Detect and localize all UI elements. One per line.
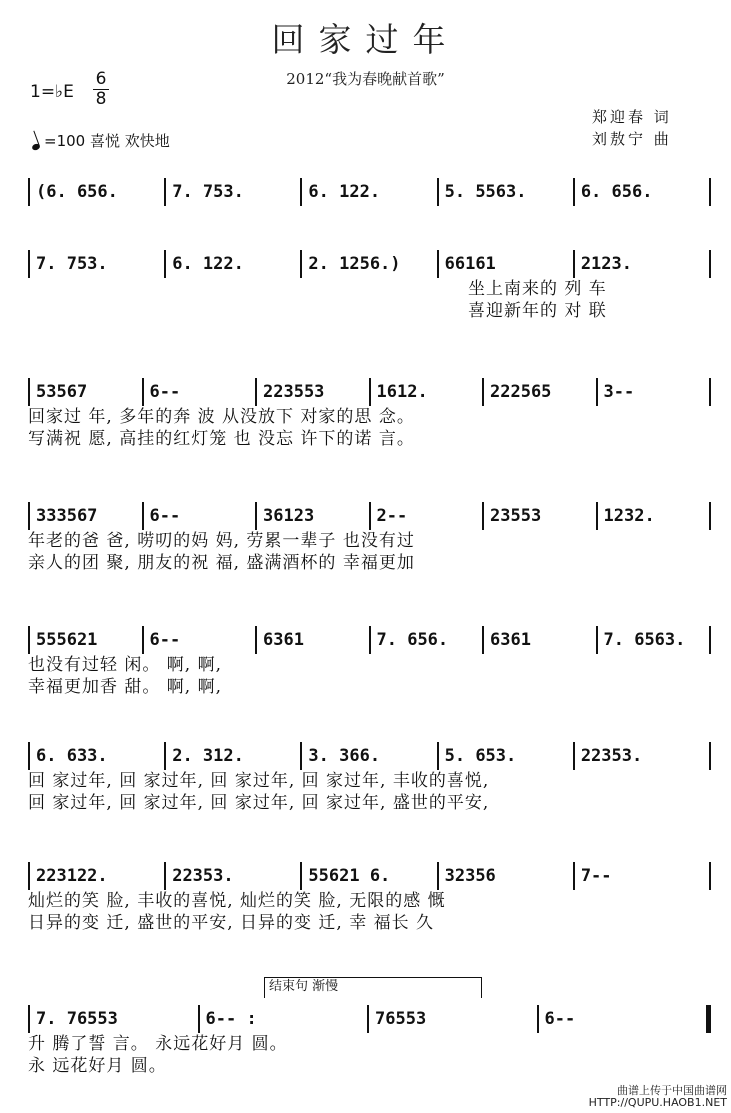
measure: 2. 312. [172, 746, 244, 766]
measure: 7-- [580, 866, 612, 886]
measure: 6-- [149, 506, 181, 526]
tempo-text: =100 喜悦 欢快地 [44, 132, 170, 150]
ending-bracket: 结束句 渐慢 [264, 977, 482, 998]
lyric-line: 年老的爸 爸, 唠叨的妈 妈, 劳累一辈子 也没有过 [28, 531, 415, 551]
measure: 555621 [36, 630, 98, 650]
composer-credit: 刘敖宁 曲 [592, 130, 672, 148]
barline [709, 862, 711, 890]
measure: 22353. [580, 746, 643, 766]
footer-line-1: 曲谱上传于中国曲谱网 [617, 1084, 727, 1097]
measure: 223553 [263, 382, 325, 402]
measure: 6-- : [205, 1009, 257, 1029]
measure: 7. 753. [36, 254, 108, 274]
footer-line-2: HTTP://QUPU.HAOB1.NET [588, 1096, 727, 1109]
meter-bottom: 8 [95, 89, 107, 109]
lyric-line: 回家过 年, 多年的奔 波 从没放下 对家的思 念。 [28, 407, 415, 427]
lyric-line: 也没有过轻 闲。 啊, 啊, [28, 655, 223, 675]
measure: 6-- [149, 630, 181, 650]
measure: 22353. [172, 866, 234, 886]
quarter-note-icon [31, 142, 41, 150]
score-system [28, 178, 711, 206]
lyric-line: 坐上南来的 列 车 [468, 279, 607, 299]
credits [592, 106, 672, 150]
measure-row [28, 742, 711, 770]
measure-row [28, 378, 711, 406]
measure: 7. 656. [376, 630, 449, 650]
measure: 6. 122. [172, 254, 244, 274]
measure: 6. 122. [308, 182, 381, 202]
lyric-line: 升 腾了誓 言。 永远花好月 圆。 [28, 1034, 288, 1054]
barline [709, 378, 711, 406]
barline [709, 250, 711, 278]
measure: 7. 6563. [603, 630, 686, 650]
measure: 333567 [36, 506, 98, 526]
lyric-line: 幸福更加香 甜。 啊, 啊, [28, 677, 223, 697]
measure: 2123. [580, 254, 632, 274]
measure: 6-- [544, 1009, 576, 1029]
measure: 3-- [603, 382, 635, 402]
measure-row [28, 862, 711, 890]
measure-row [28, 626, 711, 654]
lyric-line: 回 家过年, 回 家过年, 回 家过年, 回 家过年, 盛世的平安, [28, 793, 490, 813]
score-system [28, 250, 711, 322]
measure: 23553 [490, 506, 542, 526]
measure: 7. 753. [172, 182, 244, 202]
song-title: 回家过年 [271, 20, 460, 59]
measure-row [28, 1005, 711, 1033]
measure: 222565 [490, 382, 552, 402]
score-system [28, 378, 711, 450]
score-system [28, 502, 711, 574]
barline [709, 742, 711, 770]
measure: 7. 76553 [36, 1009, 118, 1029]
site-watermark [589, 1085, 727, 1109]
measure: 223122. [36, 866, 108, 886]
score-system [28, 1005, 711, 1077]
score-system [28, 626, 711, 698]
measure: 66161 [444, 254, 496, 274]
measure: 76553 [375, 1009, 427, 1029]
final-barline [706, 1005, 711, 1033]
measure: 55621 6. [308, 866, 391, 886]
measure: 5. 653. [444, 746, 517, 766]
song-subtitle: 2012“我为春晚献首歌” [286, 70, 445, 88]
measure: 36123 [263, 506, 315, 526]
time-signature [92, 70, 110, 109]
lyric-line: 喜迎新年的 对 联 [468, 301, 607, 321]
barline [709, 502, 711, 530]
score-system [28, 742, 711, 814]
lyric-line: 写满祝 愿, 高挂的红灯笼 也 没忘 许下的诺 言。 [28, 429, 415, 449]
measure: 6. 633. [36, 746, 108, 766]
measure: 1232. [603, 506, 655, 526]
barline [709, 178, 711, 206]
lyric-line: 亲人的团 聚, 朋友的祝 福, 盛满酒杯的 幸福更加 [28, 553, 415, 573]
key-signature: 1=♭E [30, 82, 74, 102]
measure: 1612. [376, 382, 428, 402]
measure: 2-- [376, 506, 408, 526]
measure: 6361 [490, 630, 531, 650]
lyric-line: 回 家过年, 回 家过年, 回 家过年, 回 家过年, 丰收的喜悦, [28, 771, 490, 791]
lyric-line: 永 远花好月 圆。 [28, 1056, 167, 1076]
lyricist-credit: 郑迎春 词 [592, 108, 672, 126]
score-system [28, 862, 711, 934]
meter-top: 6 [95, 69, 107, 89]
measure: 6-- [149, 382, 181, 402]
measure: 2. 1256.) [308, 254, 401, 274]
measure: 6. 656. [580, 182, 653, 202]
measure: 32356 [444, 866, 496, 886]
tempo-marking [32, 130, 170, 151]
measure: 6361 [263, 630, 304, 650]
measure-row [28, 250, 711, 278]
barline [709, 626, 711, 654]
measure: 3. 366. [308, 746, 381, 766]
measure-row [28, 502, 711, 530]
measure: (6. 656. [36, 182, 118, 202]
lyric-line: 灿烂的笑 脸, 丰收的喜悦, 灿烂的笑 脸, 无限的感 慨 [28, 891, 446, 911]
measure-row [28, 178, 711, 206]
measure: 53567 [36, 382, 88, 402]
measure: 5. 5563. [444, 182, 527, 202]
lyric-line: 日异的变 迁, 盛世的平安, 日异的变 迁, 幸 福长 久 [28, 913, 435, 933]
